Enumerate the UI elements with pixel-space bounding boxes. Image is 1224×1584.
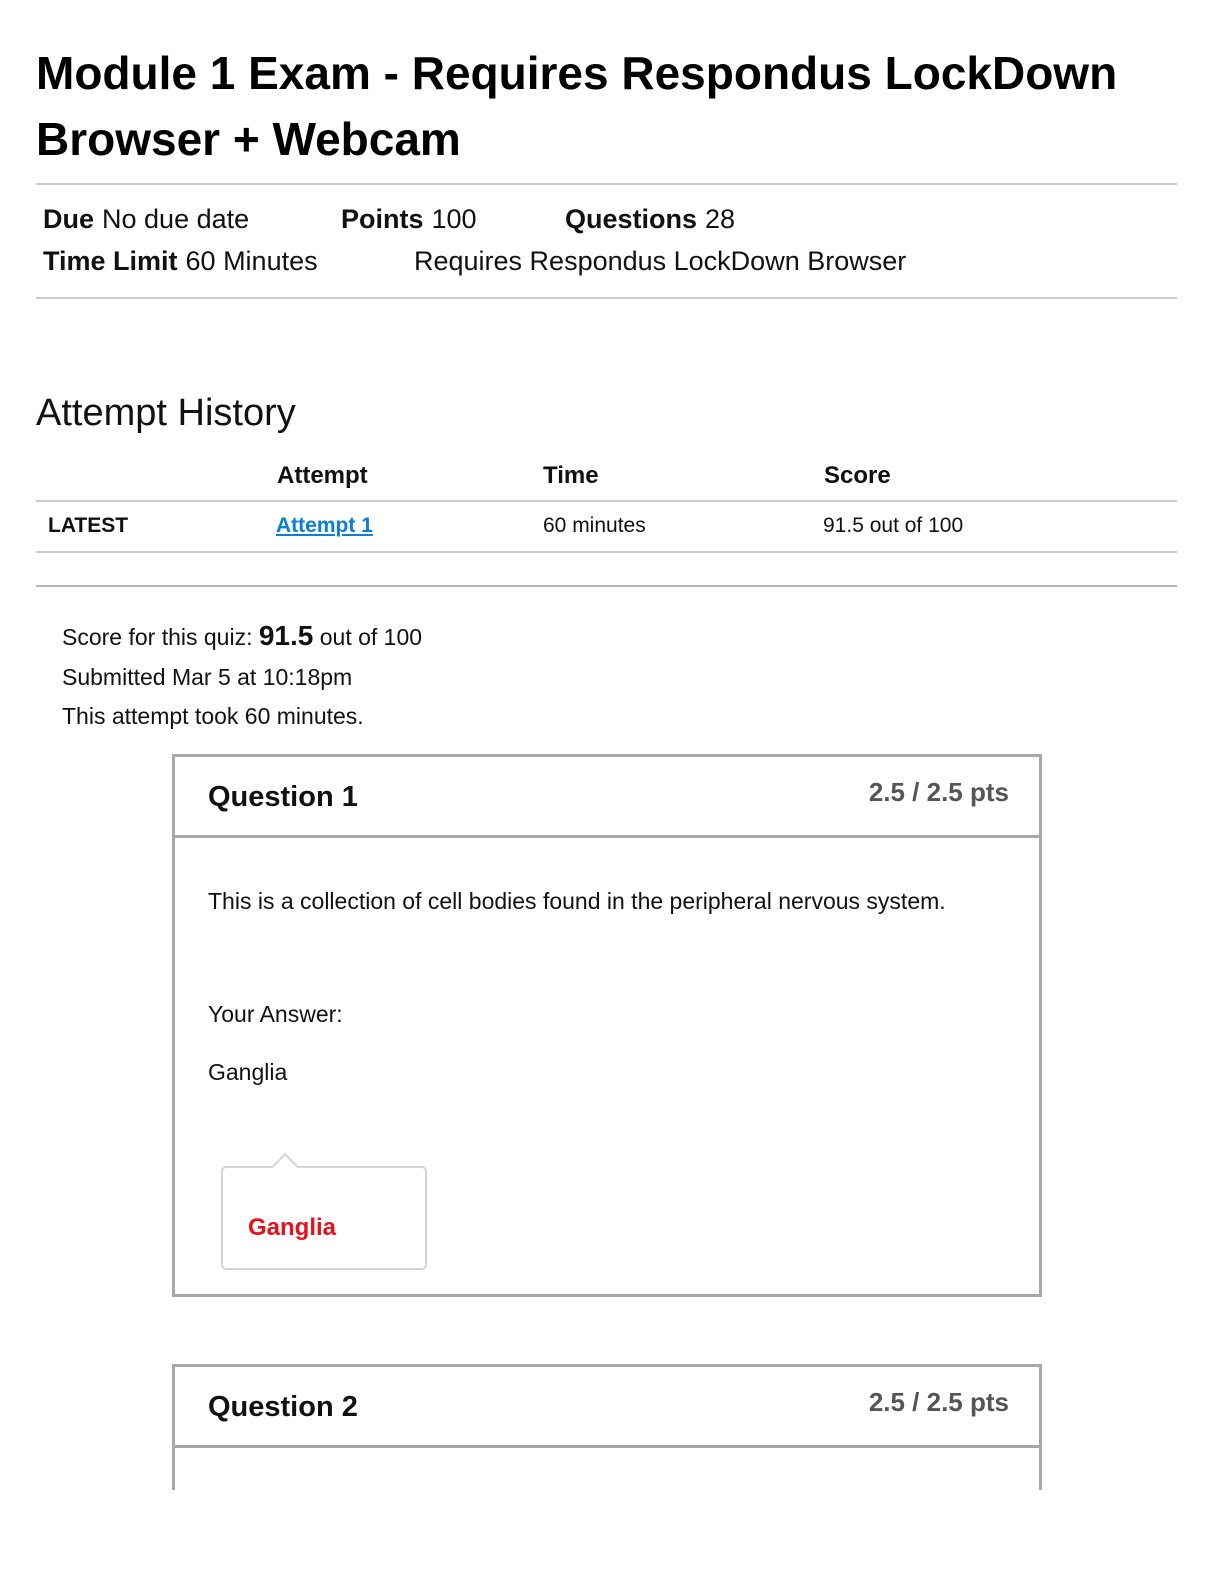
points-label: Points (341, 204, 424, 234)
time-limit-value: 60 Minutes (185, 246, 318, 276)
question-points: 2.5 / 2.5 pts (868, 777, 1009, 807)
correct-answer-card (221, 1166, 427, 1270)
divider (36, 297, 1177, 299)
attempt-history-title: Attempt History (36, 392, 296, 434)
correct-answer: Ganglia (248, 1214, 337, 1241)
questions-value: 28 (705, 204, 736, 234)
due-info (43, 203, 249, 235)
questions-label: Questions (565, 204, 698, 234)
card-pointer (271, 1153, 299, 1181)
lockdown-note: Requires Respondus LockDown Browser (414, 246, 907, 276)
divider (36, 183, 1177, 185)
column-header-time: Time (543, 462, 599, 489)
attempt-link[interactable]: Attempt 1 (276, 514, 373, 537)
question-header (175, 757, 1039, 838)
quiz-score (62, 622, 422, 651)
column-header-score: Score (824, 462, 891, 489)
your-answer-label: Your Answer: (208, 1001, 343, 1027)
points-info (341, 203, 477, 235)
submitted-time: Submitted Mar 5 at 10:18pm (62, 664, 353, 690)
question-card (172, 1364, 1042, 1490)
time-limit-label: Time Limit (43, 246, 178, 276)
attempt-duration: This attempt took 60 minutes. (62, 703, 364, 729)
due-label: Due (43, 204, 95, 234)
column-header-attempt: Attempt (277, 462, 368, 489)
question-header (175, 1367, 1039, 1448)
divider (36, 585, 1177, 587)
score-prefix: Score for this quiz: (62, 624, 253, 650)
question-points: 2.5 / 2.5 pts (868, 1387, 1009, 1417)
table-header-divider (36, 500, 1177, 502)
question-text: This is a collection of cell bodies found in the peripheral nervous system. (208, 888, 946, 914)
points-value: 100 (431, 204, 477, 234)
table-row-divider (36, 551, 1177, 553)
due-value: No due date (102, 204, 250, 234)
score-suffix: out of 100 (319, 624, 423, 650)
your-answer: Ganglia (208, 1059, 288, 1085)
attempt-score: 91.5 out of 100 (823, 514, 964, 537)
questions-info (565, 203, 735, 235)
page-title: Module 1 Exam - Requires Respondus LockDown Browser + Webcam (36, 47, 1118, 165)
question-title: Question 2 (208, 1391, 358, 1423)
latest-tag: LATEST (48, 514, 129, 537)
question-card (172, 754, 1042, 1297)
attempt-time: 60 minutes (543, 514, 646, 537)
time-limit-info (43, 245, 318, 277)
question-title: Question 1 (208, 781, 358, 813)
score-value: 91.5 (258, 620, 314, 651)
